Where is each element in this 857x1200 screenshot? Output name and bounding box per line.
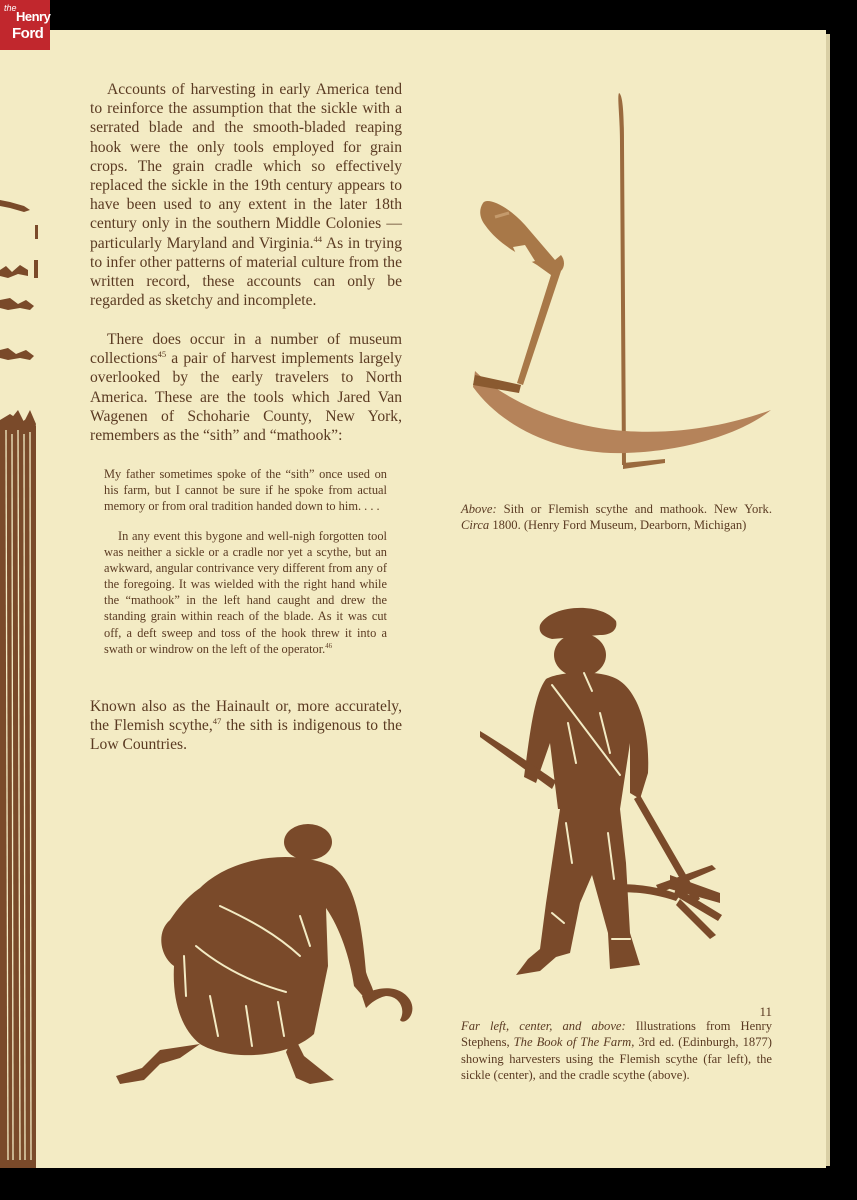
paragraph-2: There does occur in a number of museum collections$^{45}$ a pair of harvest implements largely overlooked by the early travelers to North America. These are the tools which Jared Van Wagenen of Schoharie County, New York, remembers as the “sith” and “mathook”: xyxy=(90,331,402,445)
page-number: 11 xyxy=(759,1004,772,1019)
mathook-tool xyxy=(618,93,665,469)
document-page xyxy=(0,30,826,1168)
paragraph-3: Known also as the Hainault or, more accurately, the Flemish scythe,$^{47}$ the sith is indigenous to the Low Countries. xyxy=(90,698,402,754)
block-quote-1: My father sometimes spoke of the “sith” once used on his farm, but I cannot be sure if he spoke from actual memory or from oral tradition handed down to him. . . . xyxy=(104,467,387,514)
footnote-47: 47 xyxy=(212,716,222,727)
block-quote-2: In any event this bygone and well-nigh forgotten tool was neither a sickle or a cradle nor yet a scythe, but an awkward, angular contrivance very different from any of the foregoing. It was wielded with the right hand while the “mathook” in the left hand caught and drew the standing grain within reach of the blade. As it was cut off, a deft sweep and toss of the hook threw it into a swath or windrow on the left of the operator.$^{46}$ xyxy=(104,529,387,656)
paragraph-1: Accounts of harvesting in early America tend to reinforce the assumption that the sickle with a serrated blade and the smooth-bladed reaping hook were the only tools employed for grain crops. The grain cradle which so effectively replaced the sickle in the 19th century appears to have been used to any extent in the later 18th century only in the southern Middle Colonies — particularly Maryland and Virginia.$^{44}$ As in trying to infer other patterns of material culture from the written record, these accounts can only be regarded as sketchy and incomplete. xyxy=(90,81,402,310)
henry-ford-logo: the Henry Ford xyxy=(0,0,50,50)
sickle-harvester-illustration xyxy=(100,796,420,1094)
caption-top: Above: Sith or Flemish scythe and mathook. New York. Circa 1800. (Henry Ford Museum, Dearborn, Michigan) xyxy=(461,502,772,533)
footnote-45: 45 xyxy=(157,349,167,360)
footnote-44: 44 xyxy=(313,233,323,244)
caption-bottom: Far left, center, and above: Illustrations from Henry Stephens, The Book of The Farm, 3rd ed. (Edinburgh, 1877) showing harvesters using the Flemish scythe (far left), the sickle (center), and the cradle scythe (above). xyxy=(461,1019,772,1082)
cradle-harvester-illustration xyxy=(480,603,730,978)
sith-and-mathook-photo xyxy=(465,85,785,480)
page-edge-right xyxy=(826,34,830,1166)
facing-page-illustration xyxy=(0,30,60,1168)
footnote-46: 46 xyxy=(325,642,333,650)
